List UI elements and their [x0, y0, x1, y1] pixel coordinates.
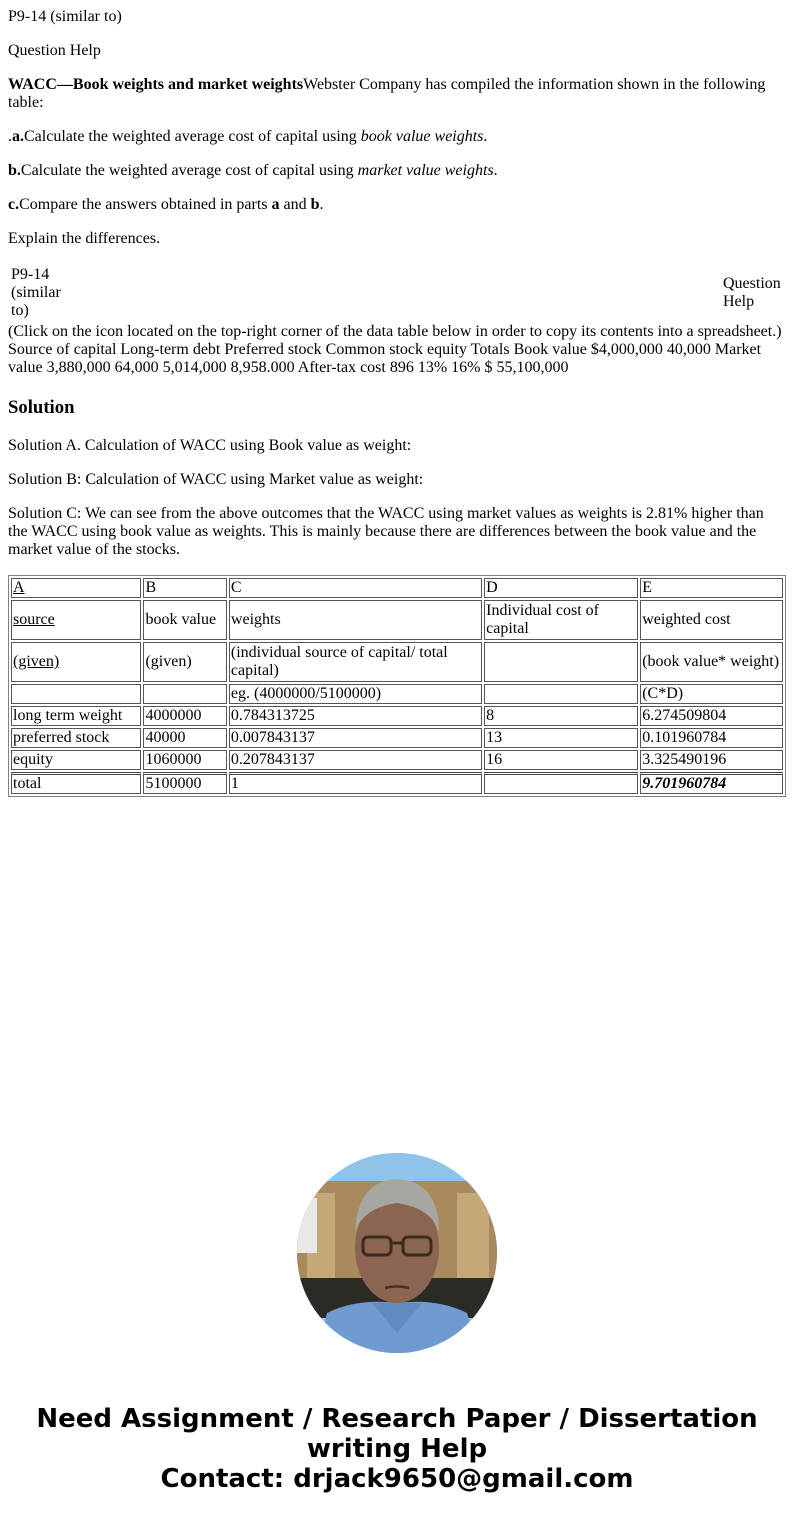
cell-book-value: 4000000 [143, 706, 226, 726]
example-individual-cost [484, 684, 638, 704]
cell-weighted-cost: 0.101960784 [640, 728, 783, 748]
note-weighted-cost: (book value* weight) [640, 642, 783, 682]
part-b-end: . [493, 162, 498, 179]
solution-a: Solution A. Calculation of WACC using Book value as weight: [8, 437, 412, 454]
part-c-text: Compare the answers obtained in parts [19, 196, 272, 213]
mini-help-line: Help [723, 293, 755, 310]
mini-problem-id-line: to) [11, 302, 29, 319]
explain-differences: Explain the differences. [8, 230, 161, 247]
cell-weighted-cost: 3.325490196 [640, 750, 783, 770]
cell-cost: 16 [484, 750, 638, 770]
part-c-b: b [310, 196, 320, 213]
question-intro-text: Webster Company has compiled the information shown in the following table: [8, 76, 766, 111]
part-c [8, 196, 324, 214]
table-row [11, 750, 783, 770]
header-individual-cost: Individual cost of capital [484, 600, 638, 640]
mini-help-line: Question [723, 275, 781, 292]
problem-id: P9-14 (similar to) [8, 8, 122, 25]
part-b [8, 162, 498, 180]
col-letter-d: D [484, 578, 638, 598]
data-table-text [8, 323, 786, 377]
part-a-label: a. [12, 128, 24, 145]
question-title: WACC—Book weights and market weights [8, 76, 304, 93]
question-help-link[interactable]: Question Help [8, 42, 101, 59]
cell-source: preferred stock [11, 728, 141, 748]
total-label: total [11, 772, 141, 794]
promo-line-2: writing Help [306, 1434, 488, 1464]
total-weight: 1 [229, 772, 482, 794]
cell-book-value: 1060000 [143, 750, 226, 770]
total-book-value: 5100000 [143, 772, 226, 794]
mini-problem-id [11, 266, 71, 320]
author-avatar [297, 1153, 497, 1353]
note-weights: (individual source of capital/ total capital) [229, 642, 482, 682]
header-weighted-cost: weighted cost [640, 600, 783, 640]
col-letter-b: B [143, 578, 226, 598]
cell-weight: 0.207843137 [229, 750, 482, 770]
part-c-a: a [271, 196, 280, 213]
person-photo-icon [297, 1153, 497, 1353]
example-weights: eg. (4000000/5100000) [229, 684, 482, 704]
copy-instruction: (Click on the icon located on the top-right corner of the data table below in order to copy its contents into a spreadsheet.) [8, 323, 782, 340]
note-individual-cost [484, 642, 638, 682]
mini-question-help-link[interactable] [723, 275, 783, 311]
solution-heading: Solution [8, 397, 75, 418]
example-source [11, 684, 141, 704]
table-row [11, 728, 783, 748]
promo-banner [0, 1404, 794, 1494]
wacc-book-value-table [8, 575, 786, 797]
col-letter-e: E [640, 578, 783, 598]
mini-problem-id-line: (similar [11, 284, 61, 301]
header-row [11, 600, 783, 640]
total-cost [484, 772, 638, 794]
part-a-emphasis: book value weights [360, 128, 484, 145]
cell-book-value: 40000 [143, 728, 226, 748]
promo-contact[interactable]: Contact: drjack9650@gmail.com [160, 1464, 634, 1494]
note-source: (given) [11, 642, 141, 682]
header-source: source [11, 600, 141, 640]
part-a-text: Calculate the weighted average cost of capital using [24, 128, 361, 145]
part-c-label: c. [8, 196, 20, 213]
col-letter-c: C [229, 578, 482, 598]
cell-source: long term weight [11, 706, 141, 726]
solution-c: Solution C: We can see from the above outcomes that the WACC using market values as weights is 2.81% higher than the WACC using book value as weights. This is mainly because there are differences between the book value and the market value of the stocks. [8, 505, 764, 558]
part-a-prefix: . [8, 128, 12, 145]
notes-row [11, 642, 783, 682]
total-wacc: 9.701960784 [640, 772, 783, 794]
table-row [11, 706, 783, 726]
example-book-value [143, 684, 226, 704]
part-b-label: b. [8, 162, 21, 179]
solution-b: Solution B: Calculation of WACC using Market value as weight: [8, 471, 424, 488]
part-a-end: . [483, 128, 488, 145]
part-c-and: and [279, 196, 311, 213]
promo-line-1: Need Assignment / Research Paper / Dissertation [36, 1404, 758, 1434]
cell-cost: 13 [484, 728, 638, 748]
cell-weighted-cost: 6.274509804 [640, 706, 783, 726]
header-book-value: book value [143, 600, 226, 640]
header-weights: weights [229, 600, 482, 640]
note-book-value: (given) [143, 642, 226, 682]
flattened-data-table: Source of capital Long-term debt Preferred stock Common stock equity Totals Book value $4,000,000 40,000 Market value 3,880,000 64,000 5,014,000 8,958.000 After-tax cost 896 13% 16% $ 55,100,000 [8, 341, 762, 376]
part-a [8, 128, 487, 146]
part-b-emphasis: market value weights [357, 162, 494, 179]
total-row [11, 772, 783, 794]
cell-weight: 0.007843137 [229, 728, 482, 748]
example-row [11, 684, 783, 704]
question-intro [8, 76, 786, 112]
mini-problem-id-line: P9-14 [11, 266, 50, 283]
part-c-end: . [319, 196, 324, 213]
column-letter-row [11, 578, 783, 598]
part-b-text: Calculate the weighted average cost of capital using [20, 162, 358, 179]
col-letter-a: A [11, 578, 141, 598]
cell-weight: 0.784313725 [229, 706, 482, 726]
cell-cost: 8 [484, 706, 638, 726]
cell-source: equity [11, 750, 141, 770]
example-weighted-cost: (C*D) [640, 684, 783, 704]
